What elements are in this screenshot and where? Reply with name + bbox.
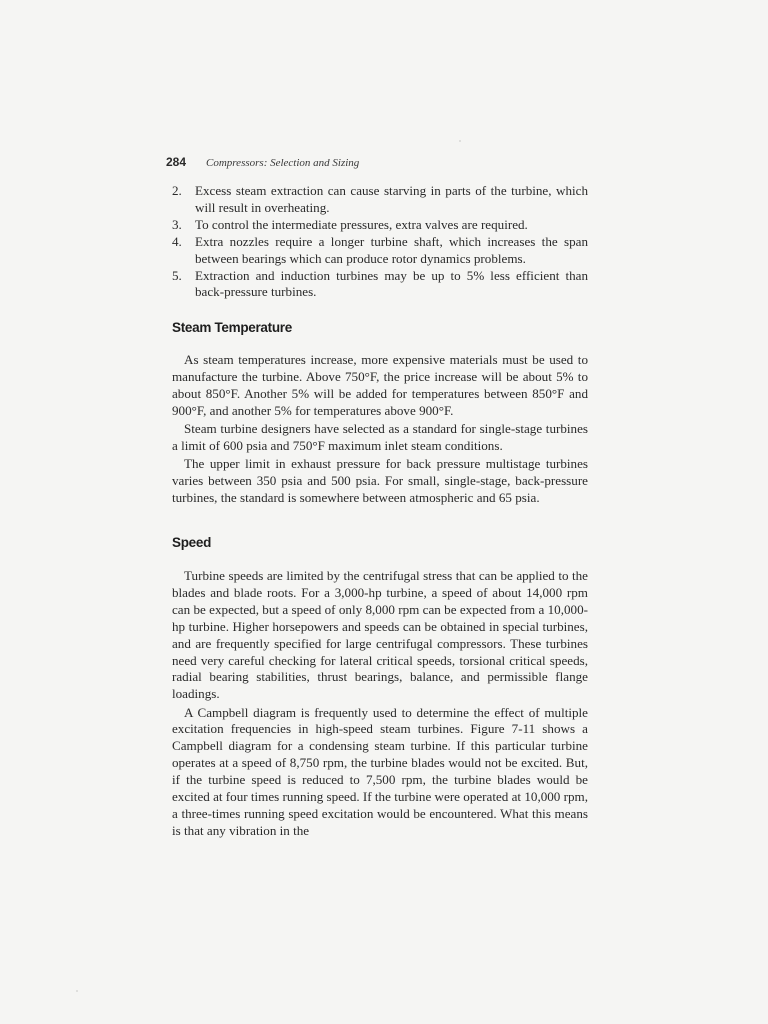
paragraph: As steam temperatures increase, more expensive materials must be used to manufacture the turbine. Above 750°F, the price increase will be about 5% to about 850°F. Another 5% will be added for temperatures between 850°F and 900°F, and another 5% for temperatures above 900°F.	[172, 352, 588, 418]
scan-speck	[76, 990, 78, 992]
section-heading-steam-temperature: Steam Temperature	[172, 320, 292, 335]
list-item-number: 2.	[172, 183, 182, 198]
book-title: Compressors: Selection and Sizing	[206, 157, 360, 169]
section-heading-speed: Speed	[172, 535, 212, 550]
running-header	[166, 155, 359, 169]
list-item-text: Extraction and induction turbines may be up to 5% less efficient than back-pressure turbines.	[195, 267, 588, 300]
list-item	[172, 268, 588, 302]
page-number: 284	[166, 155, 187, 169]
section-body-steam-temperature	[172, 352, 588, 508]
list-item	[172, 217, 588, 234]
list-item-text: To control the intermediate pressures, extra valves are required.	[195, 216, 528, 232]
list-item	[172, 234, 588, 268]
list-item-text: Extra nozzles require a longer turbine shaft, which increases the span between bearings which can produce rotor dynamics problems.	[195, 233, 588, 266]
paragraph: Steam turbine designers have selected as a standard for single-stage turbines a limit of 600 psia and 750°F maximum inlet steam conditions.	[172, 420, 588, 453]
paragraph: A Campbell diagram is frequently used to determine the effect of multiple excitation frequencies in high-speed steam turbines. Figure 7-11 shows a Campbell diagram for a condensing steam turbine. If this particular turbine operates at a speed of 8,750 rpm, the turbine blades would not be excited. But, if the turbine speed is reduced to 7,500 rpm, the turbine blades would be excited at four times running speed. If the turbine were operated at 10,000 rpm, a three-times running speed excitation would be encountered. What this means is that any vibration in the	[172, 704, 588, 838]
list-item-text: Excess steam extraction can cause starving in parts of the turbine, which will result in overheating.	[195, 183, 588, 215]
list-item	[172, 183, 588, 217]
scan-speck	[459, 140, 461, 142]
numbered-list	[172, 183, 588, 301]
section-body-speed	[172, 568, 588, 841]
list-item-number: 4.	[172, 233, 182, 249]
paragraph: The upper limit in exhaust pressure for back pressure multistage turbines varies between 350 psia and 500 psia. For small, single-stage, back-pressure turbines, the standard is somewhere between atmospheric and 65 psia.	[172, 456, 588, 505]
paragraph: Turbine speeds are limited by the centrifugal stress that can be applied to the blades and blade roots. For a 3,000-hp turbine, a speed of about 14,000 rpm can be expected, but a speed of only 8,000 rpm can be expected from a 10,000-hp turbine. Higher horsepowers and speeds can be obtained in special turbines, and are frequently specified for large centrifugal compressors. These turbines need very careful checking for lateral critical speeds, torsional critical speeds, radial bearing stabilities, thrust bearings, balance, and permissible flange loadings.	[172, 568, 588, 702]
list-item-number: 5.	[172, 267, 182, 283]
list-item-number: 3.	[172, 216, 182, 232]
